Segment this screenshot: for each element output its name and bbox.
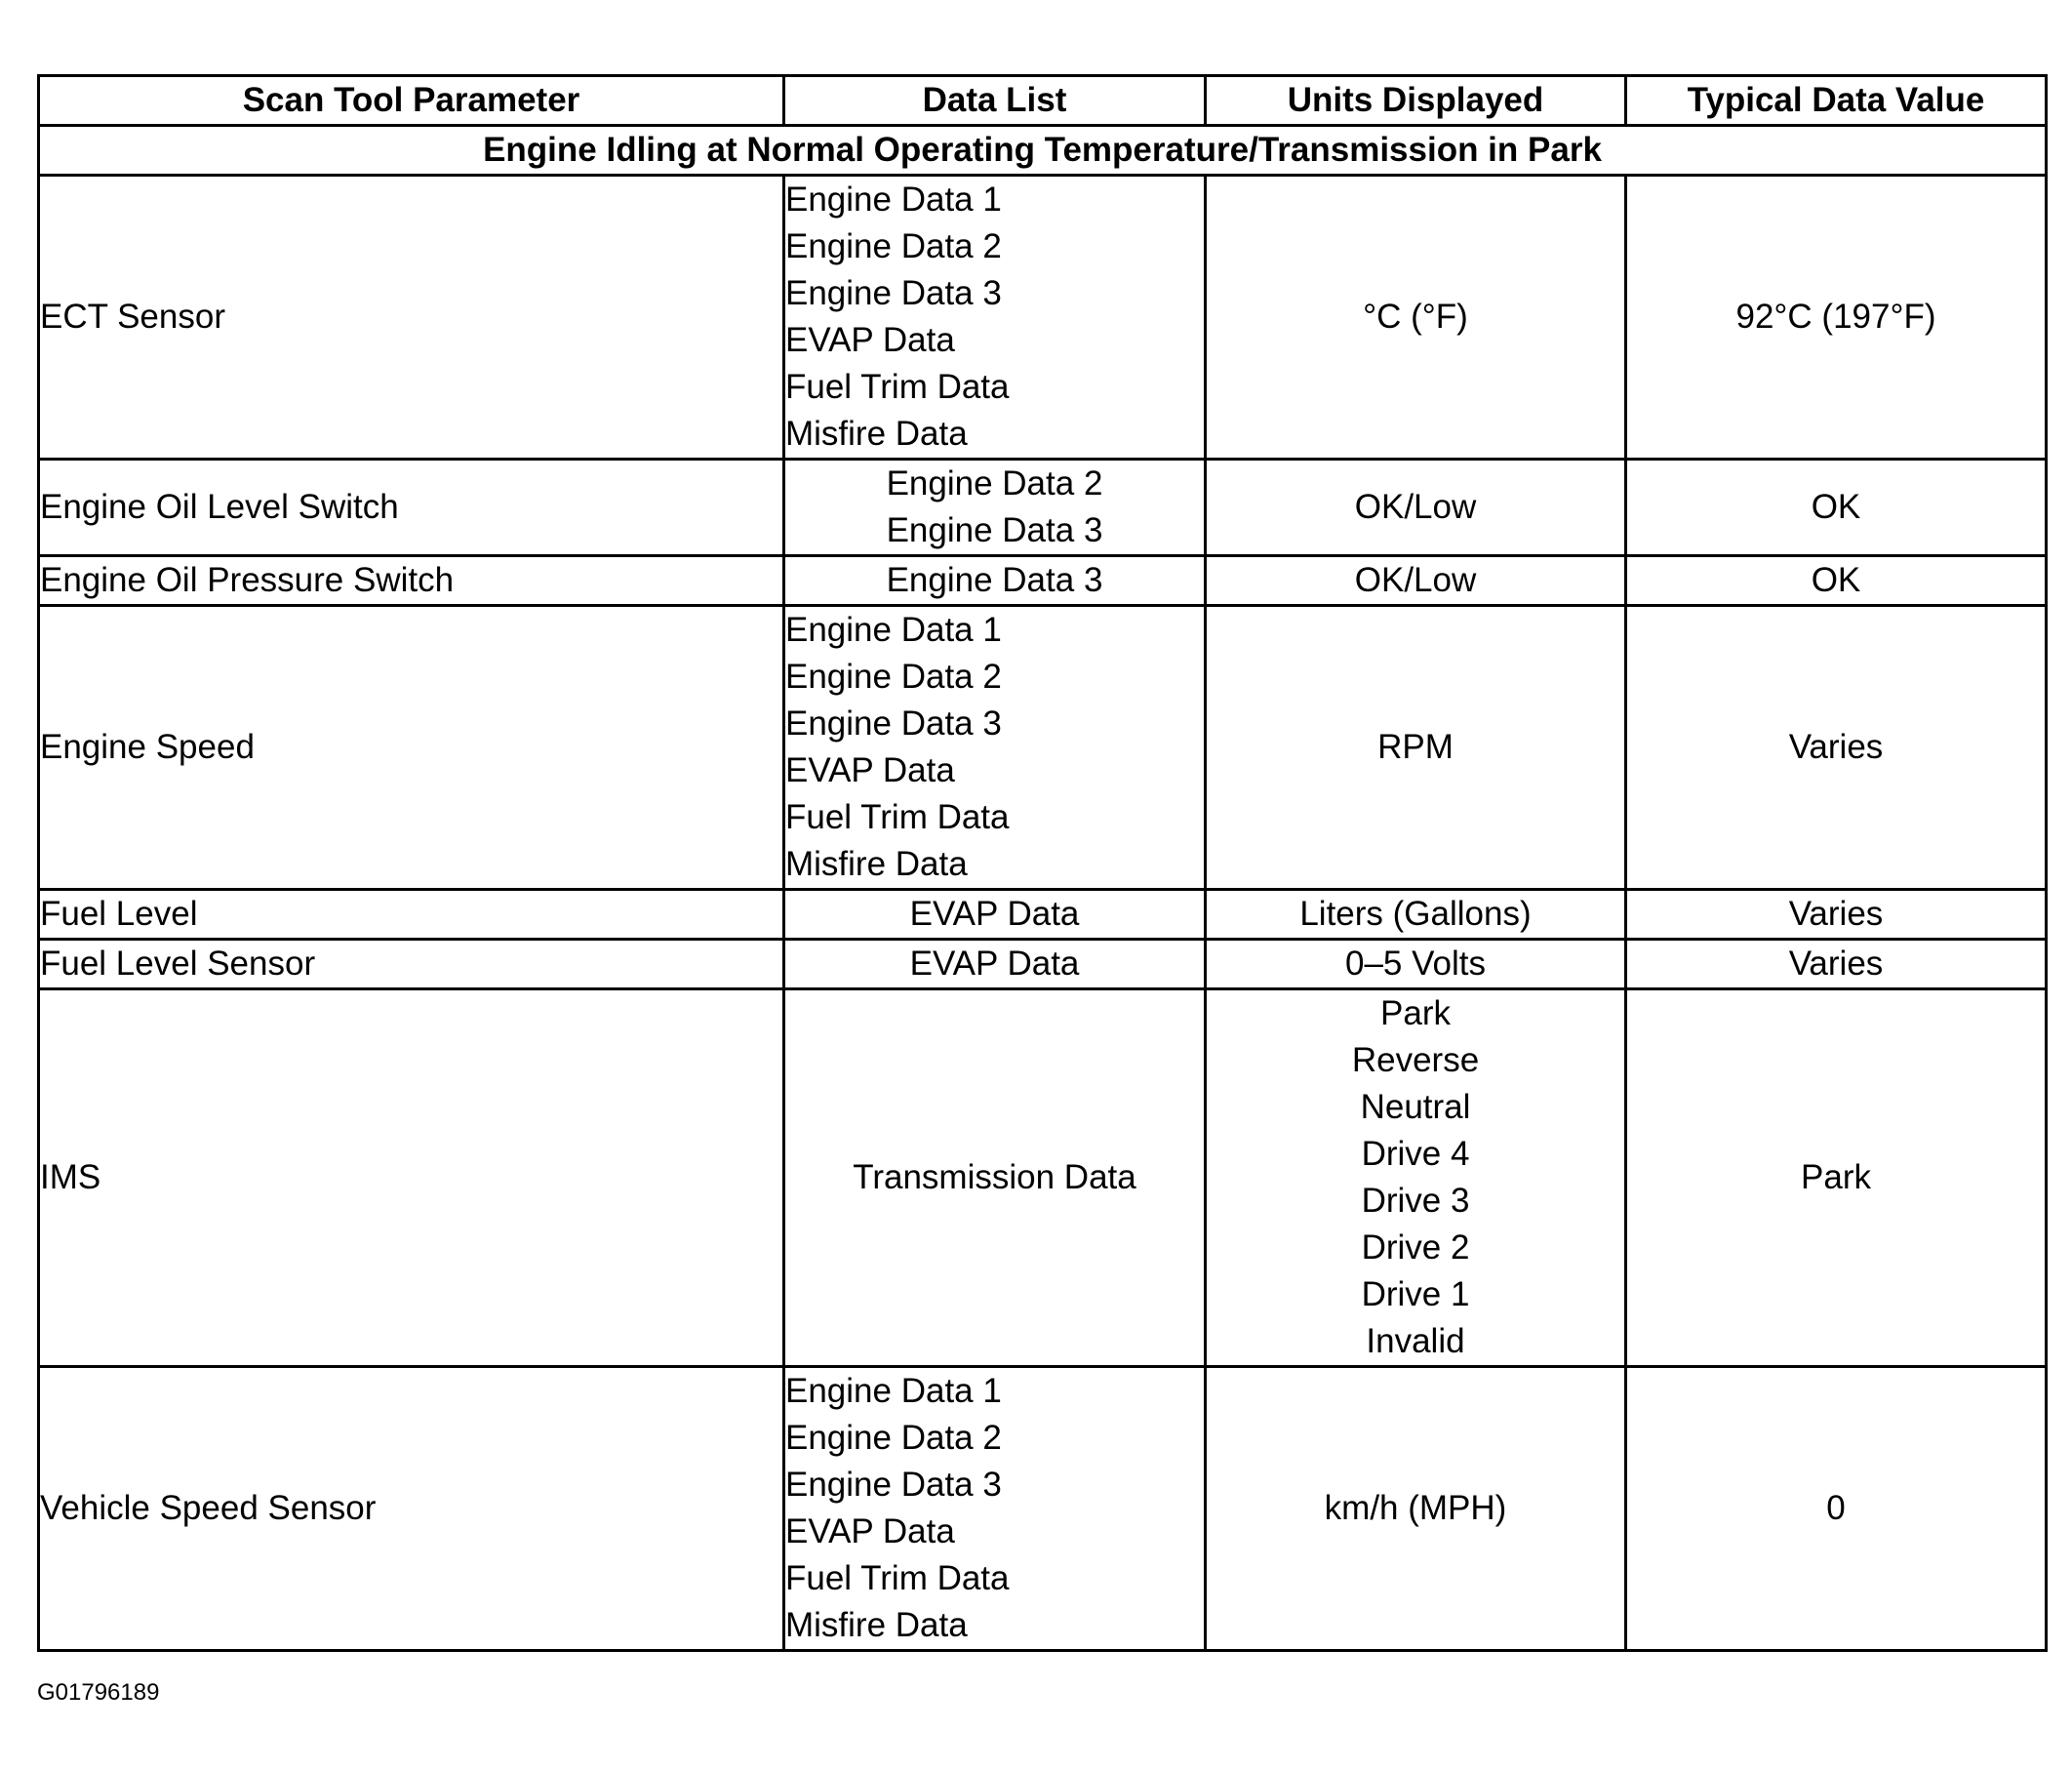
units-item: Drive 1: [1361, 1275, 1470, 1313]
data-list-item: Engine Data 2: [785, 658, 1002, 696]
data-list-item: Engine Data 3: [785, 274, 1002, 312]
data-list-item: Engine Data 2: [785, 227, 1002, 265]
data-list-item: Engine Data 3: [886, 511, 1103, 549]
data-list-item: Misfire Data: [785, 845, 968, 883]
parameter-cell: Engine Speed: [39, 606, 784, 890]
units-item: Park: [1380, 994, 1451, 1032]
data-list-cell: [784, 890, 1206, 940]
data-list-item: Transmission Data: [853, 1158, 1136, 1196]
units-item: Drive 3: [1361, 1182, 1470, 1220]
column-header-parameter: Scan Tool Parameter: [39, 76, 784, 126]
units-cell: [1206, 890, 1626, 940]
units-item: Liters (Gallons): [1299, 895, 1532, 933]
data-list-item: EVAP Data: [909, 895, 1080, 933]
units-item: Drive 4: [1361, 1135, 1470, 1173]
units-item: RPM: [1377, 728, 1454, 766]
data-list-item: EVAP Data: [785, 321, 955, 359]
units-item: OK/Low: [1354, 561, 1477, 599]
data-list-item: Fuel Trim Data: [785, 1559, 1010, 1597]
units-item: Neutral: [1360, 1088, 1471, 1126]
table-row: [39, 460, 2047, 556]
data-list-cell: [784, 176, 1206, 460]
units-item: km/h (MPH): [1324, 1489, 1507, 1527]
parameter-cell: Vehicle Speed Sensor: [39, 1367, 784, 1651]
table-row: [39, 176, 2047, 460]
typical-value-cell: Varies: [1626, 890, 2047, 940]
data-list-item: Engine Data 1: [785, 1372, 1002, 1410]
data-list-item: Engine Data 1: [785, 181, 1002, 219]
units-item: 0–5 Volts: [1345, 945, 1486, 983]
data-list-cell: [784, 460, 1206, 556]
table-row: [39, 556, 2047, 606]
parameter-cell: IMS: [39, 989, 784, 1367]
data-list-item: EVAP Data: [785, 1512, 955, 1550]
data-list-cell: [784, 606, 1206, 890]
typical-value-cell: 0: [1626, 1367, 2047, 1651]
data-list-item: Misfire Data: [785, 1606, 968, 1644]
units-cell: [1206, 989, 1626, 1367]
data-list-item: Engine Data 3: [785, 704, 1002, 743]
parameter-cell: Fuel Level Sensor: [39, 940, 784, 989]
column-header-data-list: Data List: [784, 76, 1206, 126]
data-list-item: Engine Data 1: [785, 611, 1002, 649]
data-list-cell: [784, 989, 1206, 1367]
typical-value-cell: Varies: [1626, 606, 2047, 890]
parameter-cell: ECT Sensor: [39, 176, 784, 460]
table-row: [39, 940, 2047, 989]
data-list-item: Fuel Trim Data: [785, 798, 1010, 836]
units-item: Invalid: [1366, 1322, 1465, 1360]
typical-value-cell: 92°C (197°F): [1626, 176, 2047, 460]
parameter-cell: Engine Oil Pressure Switch: [39, 556, 784, 606]
typical-value-cell: Varies: [1626, 940, 2047, 989]
scan-tool-data-table: [37, 74, 2048, 1652]
data-list-item: EVAP Data: [909, 945, 1080, 983]
parameter-cell: Fuel Level: [39, 890, 784, 940]
table-row: [39, 1367, 2047, 1651]
units-item: °C (°F): [1363, 298, 1468, 336]
typical-value-cell: OK: [1626, 556, 2047, 606]
units-item: OK/Low: [1354, 488, 1477, 526]
units-cell: [1206, 940, 1626, 989]
data-list-item: EVAP Data: [785, 751, 955, 789]
data-list-cell: [784, 556, 1206, 606]
parameter-cell: Engine Oil Level Switch: [39, 460, 784, 556]
figure-id-label: G01796189: [37, 1679, 160, 1706]
data-list-item: Engine Data 3: [785, 1466, 1002, 1504]
data-list-item: Engine Data 2: [886, 464, 1103, 503]
column-header-typical-value: Typical Data Value: [1626, 76, 2047, 126]
data-list-cell: [784, 940, 1206, 989]
units-cell: [1206, 176, 1626, 460]
scan-tool-data-sheet: [37, 74, 2045, 1661]
table-row: [39, 989, 2047, 1367]
typical-value-cell: OK: [1626, 460, 2047, 556]
units-cell: [1206, 1367, 1626, 1651]
units-cell: [1206, 556, 1626, 606]
section-title: Engine Idling at Normal Operating Temperature/Transmission in Park: [39, 126, 2047, 176]
table-row: [39, 890, 2047, 940]
data-list-item: Fuel Trim Data: [785, 368, 1010, 406]
data-list-item: Engine Data 2: [785, 1419, 1002, 1457]
data-list-cell: [784, 1367, 1206, 1651]
data-list-item: Misfire Data: [785, 415, 968, 453]
section-title-row: [39, 126, 2047, 176]
header-row: [39, 76, 2047, 126]
units-cell: [1206, 460, 1626, 556]
data-list-item: Engine Data 3: [886, 561, 1103, 599]
typical-value-cell: Park: [1626, 989, 2047, 1367]
units-cell: [1206, 606, 1626, 890]
column-header-units: Units Displayed: [1206, 76, 1626, 126]
units-item: Reverse: [1351, 1041, 1480, 1079]
table-row: [39, 606, 2047, 890]
units-item: Drive 2: [1361, 1228, 1470, 1267]
